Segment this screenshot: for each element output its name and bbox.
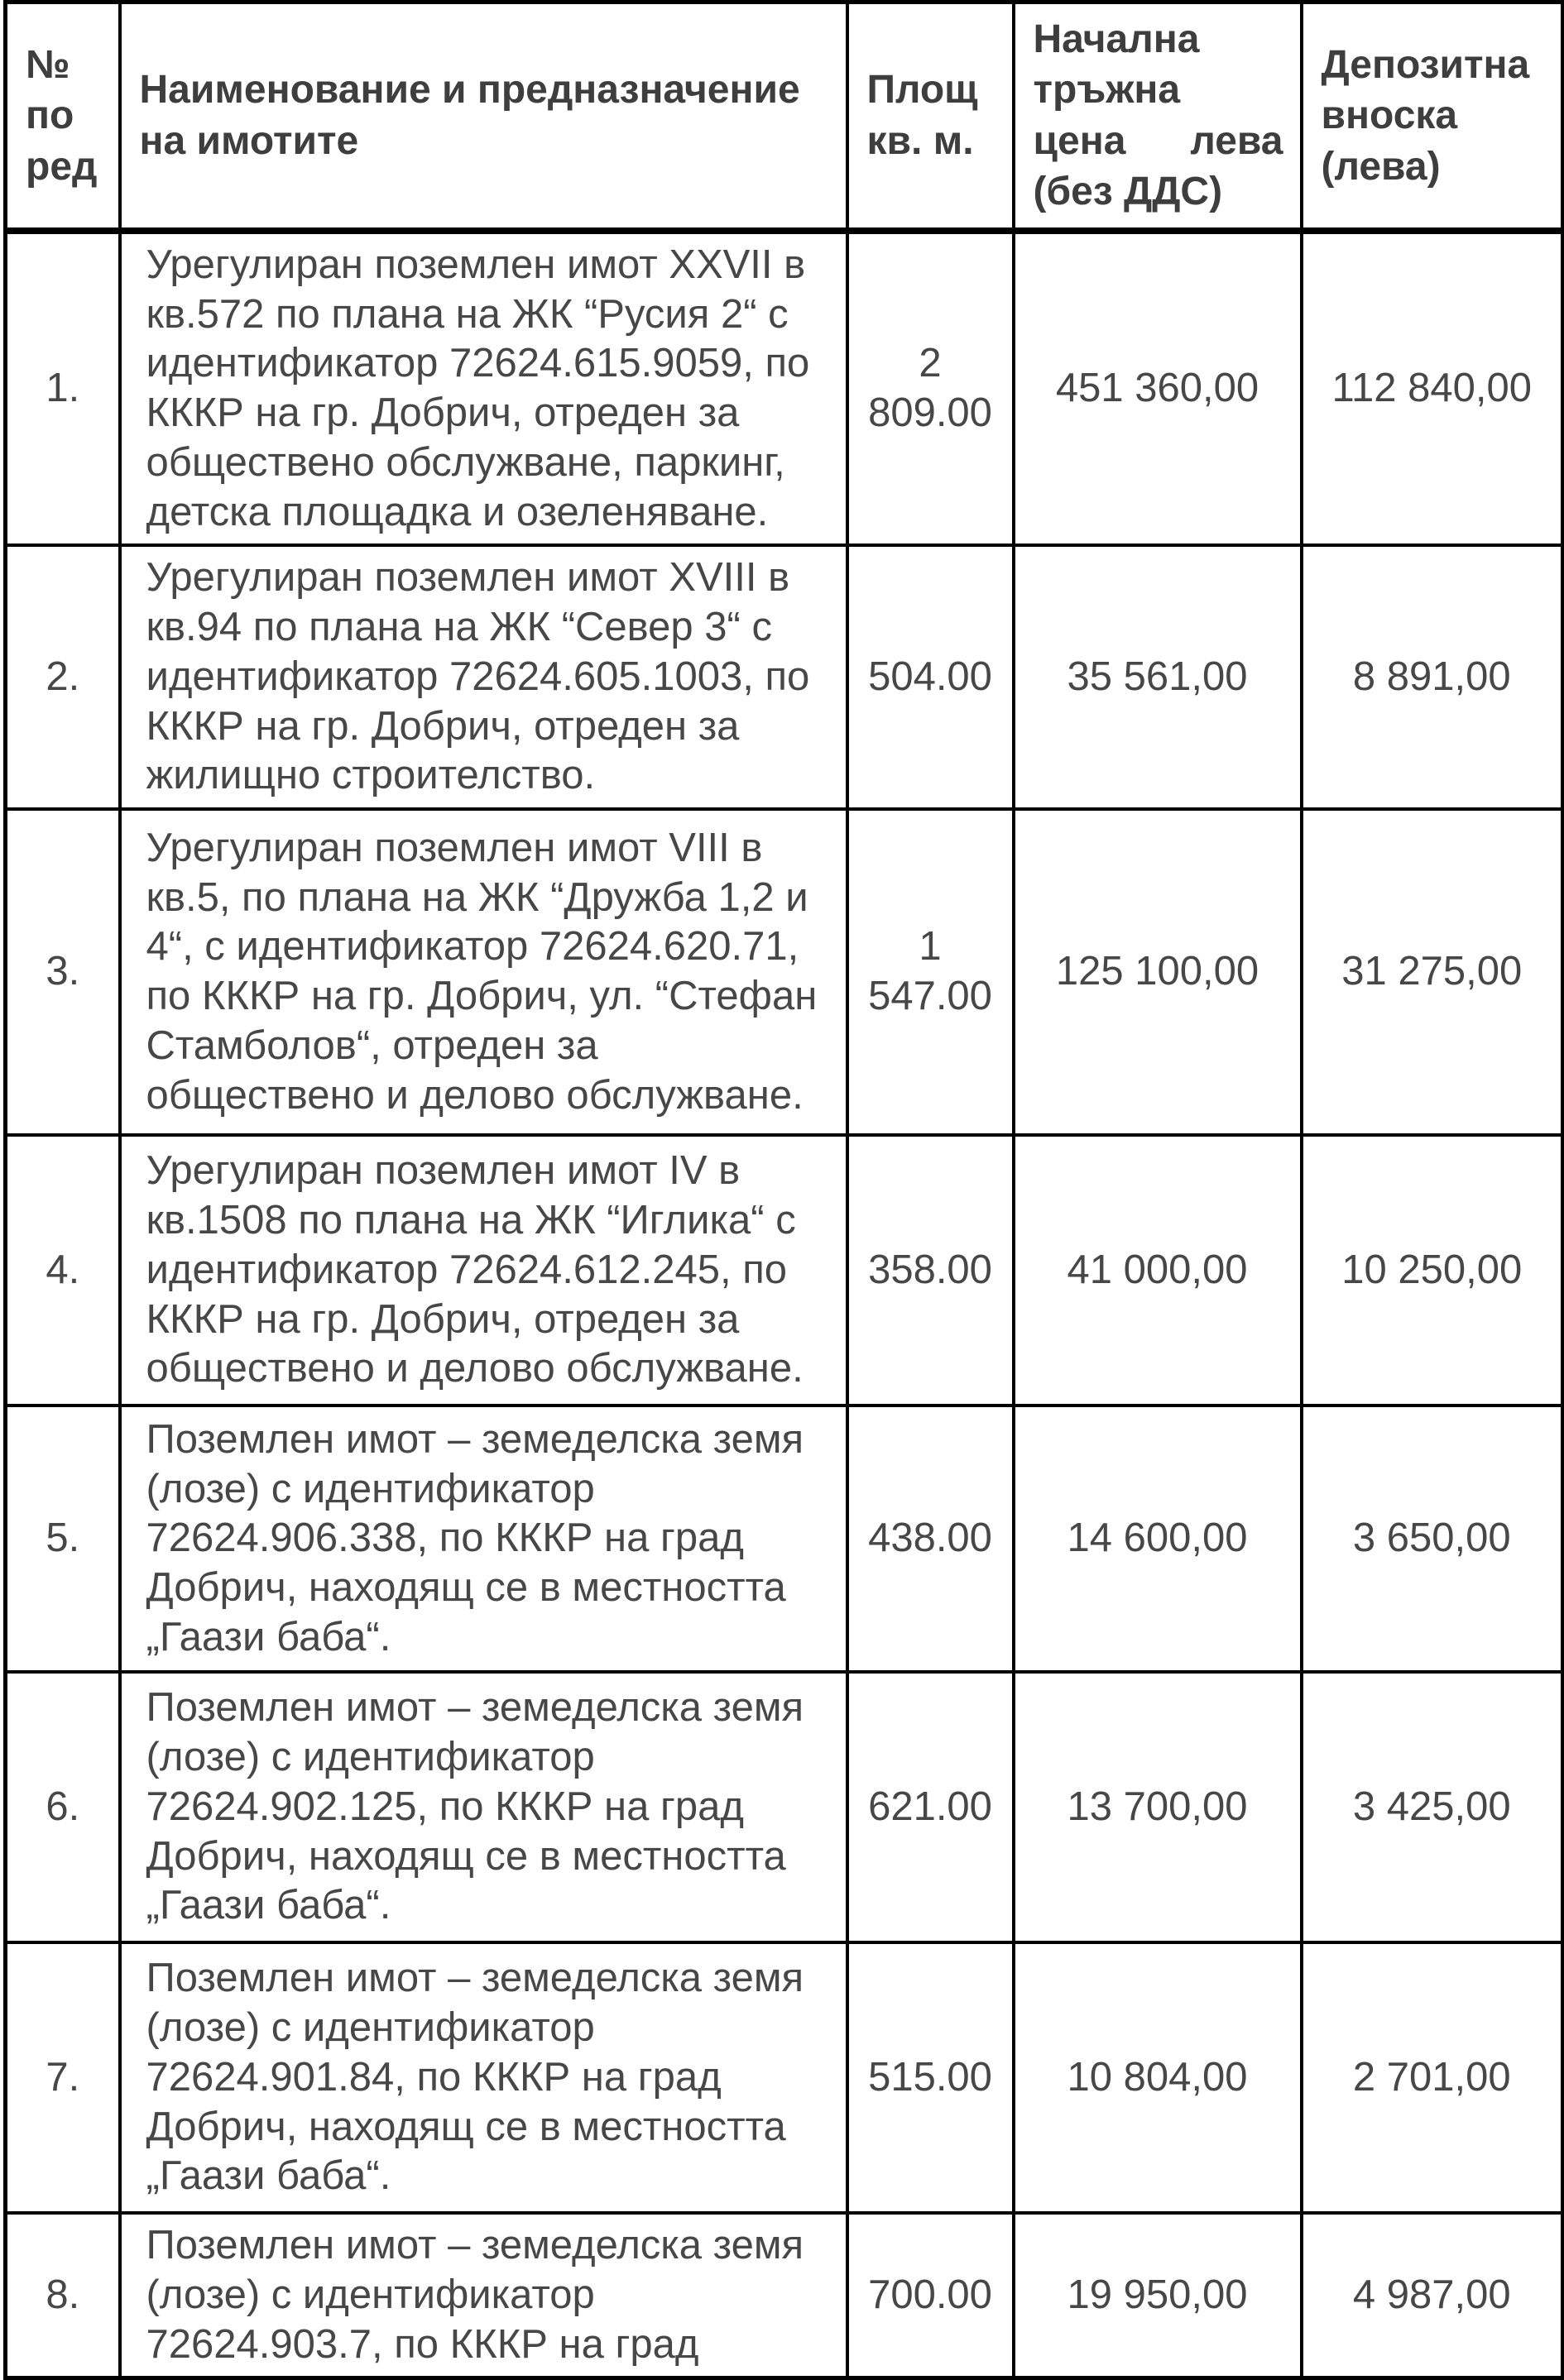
- deposit-cell: 3 425,00: [1302, 1672, 1563, 1942]
- property-description-cell: Урегулиран поземлен имот VIII в кв.5, по плана на ЖК “Дружба 1,2 и 4“, с идентификатор 72624.620.71, по КККР на гр. Добрич, ул. “Стефан Стамболов“, отреден за обществено и делово обслужване.: [120, 809, 847, 1135]
- table-body: [6, 231, 1563, 2378]
- table-row: [6, 1405, 1563, 1672]
- row-number-cell: 6.: [6, 1672, 120, 1942]
- row-number-cell: 4.: [6, 1135, 120, 1405]
- property-description-cell: Урегулиран поземлен имот XXVII в кв.572 по плана на ЖК “Русия 2“ с идентификатор 72624.615.9059, по КККР на гр. Добрич, отреден за обществено обслужване, паркинг, детска площадка и озеленяване.: [120, 231, 847, 546]
- table-row: [6, 809, 1563, 1135]
- table-row: [6, 231, 1563, 546]
- deposit-cell: 2 701,00: [1302, 1942, 1563, 2213]
- header-deposit: Депозитна вноска (лева): [1302, 2, 1563, 231]
- properties-table: [3, 0, 1564, 2380]
- area-cell: 2 809.00: [847, 231, 1014, 546]
- table-header: [6, 2, 1563, 231]
- price-cell: 41 000,00: [1014, 1135, 1302, 1405]
- deposit-cell: 8 891,00: [1302, 545, 1563, 809]
- deposit-cell: 31 275,00: [1302, 809, 1563, 1135]
- row-number-cell: 5.: [6, 1405, 120, 1672]
- table-row: [6, 1135, 1563, 1405]
- row-number-cell: 3.: [6, 809, 120, 1135]
- property-description-cell: Урегулиран поземлен имот XVIII в кв.94 по плана на ЖК “Север 3“ с идентификатор 72624.605.1003, по КККР на гр. Добрич, отреден за жилищно строителство.: [120, 545, 847, 809]
- property-description-cell: Поземлен имот – земеделска земя (лозе) с идентификатор 72624.902.125, по КККР на град Добрич, находящ се в местността „Гаази баба“.: [120, 1672, 847, 1942]
- price-cell: 35 561,00: [1014, 545, 1302, 809]
- header-row-number: № по ред: [6, 2, 120, 231]
- property-description-cell: Урегулиран поземлен имот IV в кв.1508 по плана на ЖК “Иглика“ с идентификатор 72624.612.245, по КККР на гр. Добрич, отреден за обществено и делово обслужване.: [120, 1135, 847, 1405]
- table-row: [6, 1672, 1563, 1942]
- area-cell: 515.00: [847, 1942, 1014, 2213]
- table-row: [6, 1942, 1563, 2213]
- price-cell: 13 700,00: [1014, 1672, 1302, 1942]
- price-cell: 451 360,00: [1014, 231, 1302, 546]
- area-cell: 621.00: [847, 1672, 1014, 1942]
- row-number-cell: 2.: [6, 545, 120, 809]
- deposit-cell: 4 987,00: [1302, 2213, 1563, 2378]
- price-cell: 14 600,00: [1014, 1405, 1302, 1672]
- row-number-cell: 1.: [6, 231, 120, 546]
- area-cell: 1 547.00: [847, 809, 1014, 1135]
- area-cell: 700.00: [847, 2213, 1014, 2378]
- price-cell: 10 804,00: [1014, 1942, 1302, 2213]
- property-description-cell: Поземлен имот – земеделска земя (лозе) с идентификатор 72624.901.84, по КККР на град Добрич, находящ се в местността „Гаази баба“.: [120, 1942, 847, 2213]
- area-cell: 438.00: [847, 1405, 1014, 1672]
- area-cell: 358.00: [847, 1135, 1014, 1405]
- property-description-cell: Поземлен имот – земеделска земя (лозе) с идентификатор 72624.903.7, по КККР на град: [120, 2213, 847, 2378]
- deposit-cell: 3 650,00: [1302, 1405, 1563, 1672]
- table-row: [6, 2213, 1563, 2378]
- area-cell: 504.00: [847, 545, 1014, 809]
- price-cell: 19 950,00: [1014, 2213, 1302, 2378]
- header-row: [6, 2, 1563, 231]
- deposit-cell: 112 840,00: [1302, 231, 1563, 546]
- header-property-description: Наименование и предназначение на имотите: [120, 2, 847, 231]
- price-cell: 125 100,00: [1014, 809, 1302, 1135]
- header-area: Площ кв. м.: [847, 2, 1014, 231]
- table-row: [6, 545, 1563, 809]
- row-number-cell: 7.: [6, 1942, 120, 2213]
- deposit-cell: 10 250,00: [1302, 1135, 1563, 1405]
- row-number-cell: 8.: [6, 2213, 120, 2378]
- property-description-cell: Поземлен имот – земеделска земя (лозе) с идентификатор 72624.906.338, по КККР на град Добрич, находящ се в местността „Гаази баба“.: [120, 1405, 847, 1672]
- header-starting-price: Начална тръжна цена лева (без ДДС): [1014, 2, 1302, 231]
